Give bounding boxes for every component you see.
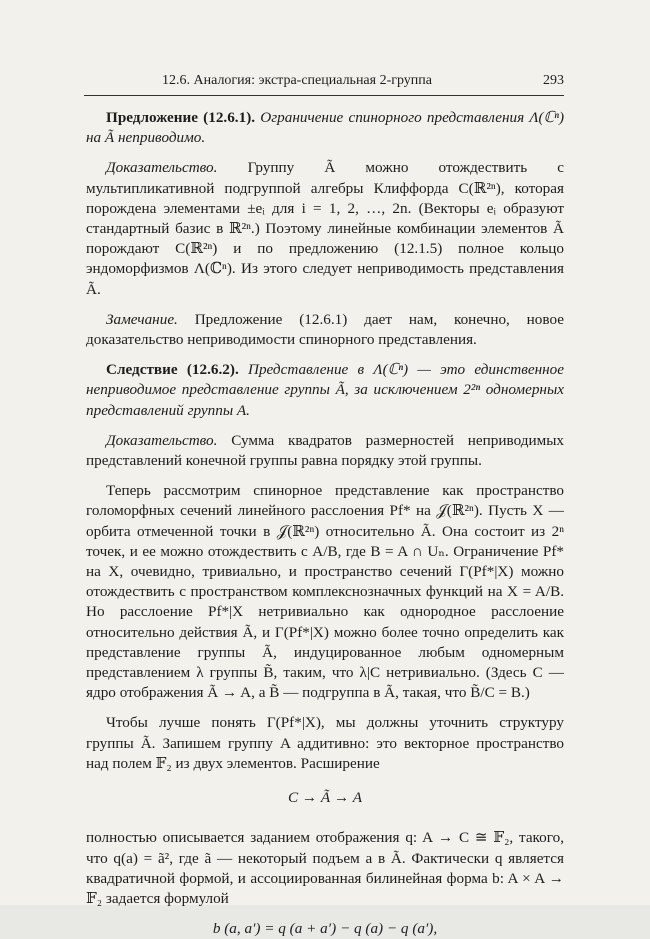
body-paragraph-spinor: Теперь рассмотрим спинорное представление как пространство голоморфных сечений линейного расслоения Pf* на 𝒥(ℝ²ⁿ). Пусть X — орбита отмеченной точки в 𝒥(ℝ²ⁿ) относительно Ã. Она состоит из 2ⁿ точек, и ее можно отождествить с A/B, где B = A ∩ Uₙ. Ограничение Pf* на X, очевидно, тривиально, и пространство сечений Γ(Pf*|X) можно отождествить с пространством комплекснозначных функций на X = A/B. Но расслоение Pf*|X нетривиально как однородное расслоение относительно действия Ã, и Γ(Pf*|X) можно более точно определить как представление группы Ã, индуцированное любым одномерным представлением λ группы B̃, таким, что λ|C нетривиально. (Здесь C — ядро отображения Ã → A, а B̃ — подгруппа в Ã, такая, что B̃/C = B.) <box>86 482 564 702</box>
display-equation-bilinear: b (a, a′) = q (a + a′) − q (a) − q (a′), <box>212 920 438 938</box>
proof-label: Доказательство. <box>106 159 218 177</box>
proposition-statement: Ограничение спинорного представления Λ(ℂⁿ) на Ã неприводимо. <box>86 109 565 147</box>
remark-label: Замечание. <box>106 310 178 328</box>
display-equation-extension: C → Ã → A <box>288 789 362 807</box>
proof-paragraph-2 <box>86 431 564 471</box>
remark-text: Предложение (12.6.1) дает нам, конечно, новое доказательство неприводимости спинорного представления. <box>86 310 564 349</box>
proof-text: Сумма квадратов размерностей неприводимых представлений конечной группы равна порядку этой группы. <box>86 431 564 470</box>
body-paragraph-structure: Чтобы лучше понять Γ(Pf*|X), мы должны уточнить структуру группы Ã. Запишем группу A аддитивно: это векторное пространство над полем 𝔽₂ из двух элементов. Расширение <box>86 714 564 772</box>
proof-paragraph-1 <box>86 158 564 299</box>
corollary-statement: Представление в Λ(ℂⁿ) — это единственное неприводимое представление группы Ã, за исключением 2²ⁿ одномерных представлений группы A. <box>86 361 564 419</box>
proof-label: Доказательство. <box>106 431 218 449</box>
proof-text: Группу Ã можно отождествить с мультипликативной подгруппой алгебры Клиффорда C(ℝ²ⁿ), которая порождена элементами ±eᵢ для i = 1, 2, …, 2n. (Векторы eᵢ образуют стандартный базис в ℝ²ⁿ.) Поэтому линейные комбинации элементов Ã порождают C(ℝ²ⁿ) и по предложению (12.1.5) полное кольцо эндоморфизмов Λ(ℂⁿ). Из этого следует неприводимость представления Ã. <box>86 159 564 298</box>
header-rule <box>84 95 564 96</box>
running-title: 12.6. Аналогия: экстра-специальная 2-группа <box>162 73 433 88</box>
page-body <box>86 108 564 939</box>
corollary-12-6-2 <box>86 360 564 421</box>
page-number: 293 <box>543 73 564 88</box>
corollary-label: Следствие (12.6.2). <box>106 361 239 379</box>
proposition-12-6-1 <box>86 108 564 148</box>
remark-paragraph <box>86 310 564 350</box>
proposition-label: Предложение (12.6.1). <box>106 109 256 126</box>
body-paragraph-quadratic-form: полностью описывается заданием отображения q: A → C ≅ 𝔽₂, такого, что q(a) = ã², где ã — некоторый подъем a в Ã. Фактически q является квадратичной формой, и ассоциированная билинейная форма b: A × A → 𝔽₂ задается формулой <box>86 829 564 907</box>
